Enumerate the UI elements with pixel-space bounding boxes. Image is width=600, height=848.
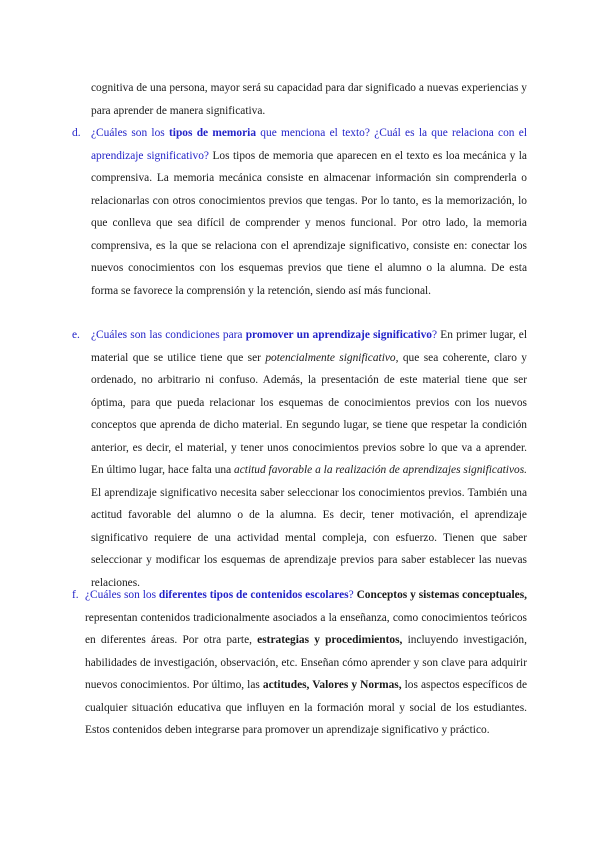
answer-text: En primer lugar, el material que se utilice tiene que ser potencialmente significativo, que sea coherente, claro y ordenado, no arbitrario ni confuso. Además, la presentación de este material tiene que ser óptima, para que pueda relacionar los esquemas de conocimientos previos con los nuevos conceptos que aprenda de dicho material. En segundo lugar, se tiene que respetar la condición anterior, es decir, el material, y tener unos conocimientos previos sobre lo que va a aprender. En último lugar, hace falta una actitud favorable a la realización de aprendizajes significativos. El aprendizaje significativo necesita saber seleccionar los conocimientos previos. También una actitud favorable del alumno o de la alumna. Es decir, tener motivación, el aprendizaje significativo requiere de una actividad mental compleja, con esfuerzo. Tienen que saber seleccionar y modificar los esquemas de aprendizaje previos para saber establecer las nuevas relaciones. — [91, 329, 528, 589]
question-text: ¿Cuáles son los diferentes tipos de contenidos escolares? — [85, 589, 354, 601]
answer-text: Conceptos y sistemas conceptuales, representan contenidos tradicionalmente asociados a la enseñanza, como conocimientos teóricos en diferentes áreas. Por otra parte, estrategias y procedimientos, incluyendo investigación, habilidades de investigación, observación, etc. Enseñan cómo aprender y son clave para adquirir nuevos conocimientos. Por último, las actitudes, Valores y Normas, los aspectos específicos de cualquier situación educativa que influyen en la formación moral y social de los estudiantes. Estos contenidos deben integrarse para promover un aprendizaje significativo y práctico. — [85, 589, 528, 736]
question-text: ¿Cuáles son los tipos de memoria que menciona el texto? ¿Cuál es la que relaciona con el aprendizaje significativo? — [91, 127, 527, 162]
list-marker: d. — [72, 127, 81, 139]
question-text: ¿Cuáles son las condiciones para promover un aprendizaje significativo? — [91, 329, 438, 341]
question-keyword: tipos de memoria — [169, 127, 257, 139]
question-paragraph — [85, 584, 527, 742]
question-paragraph — [91, 324, 527, 594]
answer-text: Los tipos de memoria que aparecen en el texto es loa mecánica y la comprensiva. La memoria mecánica consiste en almacenar información sin comprenderla o relacionarlas con otros conocimientos previos que tengas. Por lo tanto, es la memorización, lo que conlleva que sea difícil de comprender y menos funcional. Por otro lado, la memoria comprensiva, es la que se relaciona con el aprendizaje significativo, consiste en: conectar los nuevos conocimientos con los esquemas previos que tiene el alumno o la alumna. De esta forma se favorece la comprensión y la retención, siendo así más funcional. — [91, 149, 527, 297]
intro-paragraph: cognitiva de una persona, mayor será su capacidad para dar significado a nuevas experiencias y para aprender de manera significativa. — [91, 82, 527, 117]
question-keyword: diferentes tipos de contenidos escolares — [158, 589, 349, 601]
list-marker: f. — [72, 589, 79, 601]
list-marker: e. — [72, 329, 80, 341]
question-keyword: promover un aprendizaje significativo — [245, 329, 432, 341]
question-paragraph — [91, 122, 527, 302]
